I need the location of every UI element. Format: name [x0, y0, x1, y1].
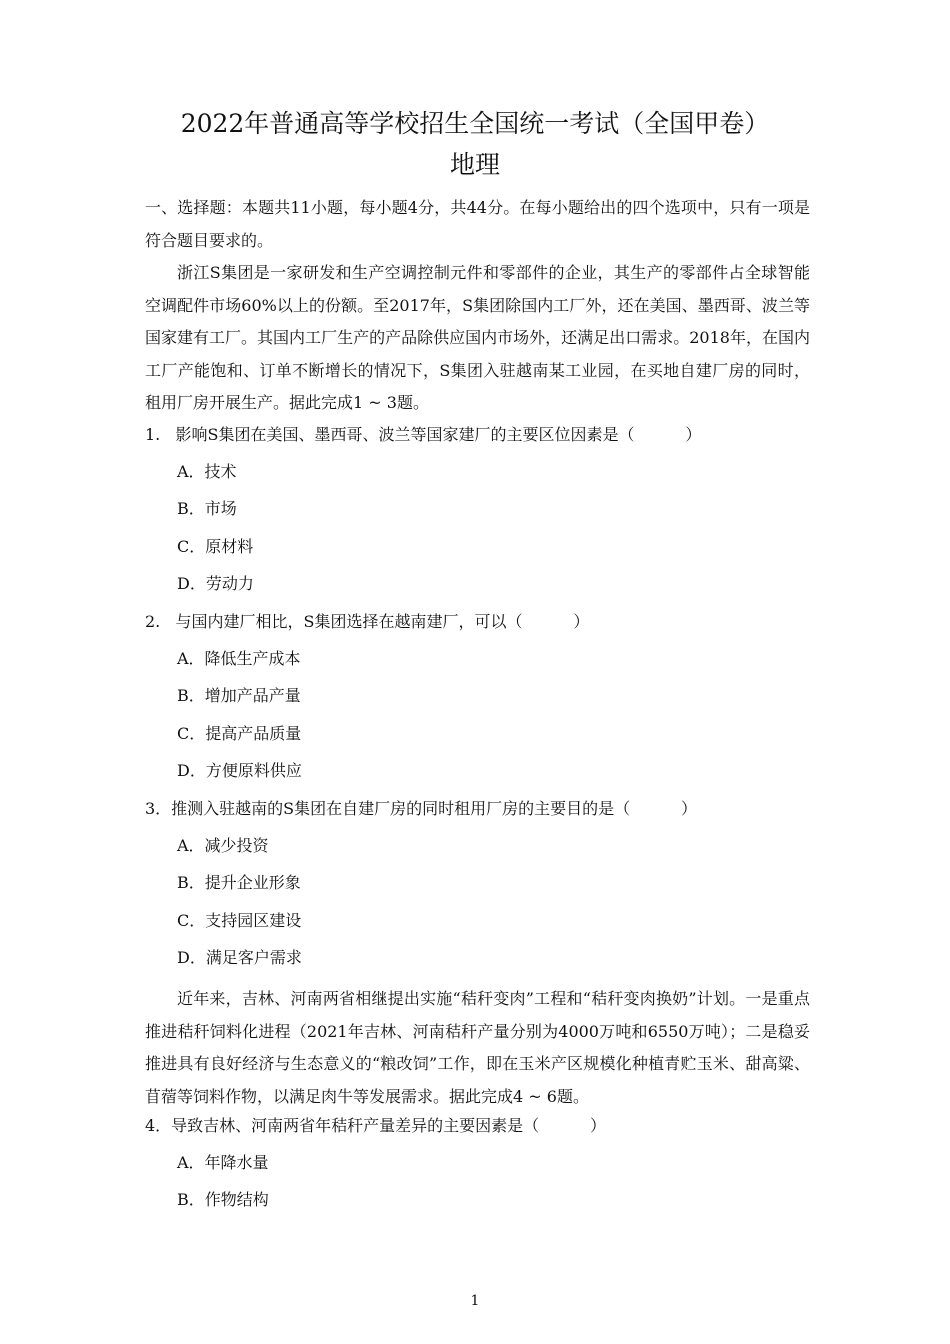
- question-2-stem: 2. 与国内建厂相比，S集团选择在越南建厂，可以（ ）: [145, 612, 590, 631]
- question-2-option-c: C．提高产品质量: [177, 724, 302, 743]
- question-3-option-d: D．满足客户需求: [177, 948, 302, 967]
- question-3-option-b: B．提升企业形象: [177, 873, 301, 892]
- question-2-option-a: A．降低生产成本: [177, 649, 301, 668]
- passage-2: 近年来，吉林、河南两省相继提出实施“秸秆变肉”工程和“秸秆变肉换奶”计划。一是重点推进秸秆饲料化进程（2021年吉林、河南秸秆产量分别为4000万吨和6550万吨）；二是稳妥推进具有良好经济与生态意义的“粮改饲”工作，即在玉米产区规模化种植青贮玉米、甜高粱、苜蓿等饲料作物，以满足肉牛等发展需求。据此完成4 ~ 6题。: [145, 989, 810, 1106]
- exam-title: 2022年普通高等学校招生全国统一考试（全国甲卷）: [180, 109, 770, 138]
- question-1-option-b: B．市场: [177, 499, 237, 518]
- question-4-option-a: A．年降水量: [177, 1153, 269, 1172]
- question-1-option-c: C．原材料: [177, 537, 254, 556]
- passage-1: 浙江S集团是一家研发和生产空调控制元件和零部件的企业，其生产的零部件占全球智能空调配件市场60%以上的份额。至2017年，S集团除国内工厂外，还在美国、墨西哥、波兰等国家建有工厂。其国内工厂生产的产品除供应国内市场外，还满足出口需求。2018年，在国内工厂产能饱和、订单不断增长的情况下，S集团入驻越南某工业园，在买地自建厂房的同时，租用厂房开展生产。据此完成1 ~ 3题。: [145, 263, 810, 413]
- question-1-option-d: D．劳动力: [177, 574, 254, 593]
- question-3-option-a: A．减少投资: [177, 836, 269, 855]
- subject-title: 地理: [449, 150, 500, 179]
- question-1-option-a: A．技术: [177, 462, 237, 481]
- section-instructions: 一、选择题：本题共11小题，每小题4分，共44分。在每小题给出的四个选项中，只有一项是符合题目要求的。: [145, 198, 810, 250]
- question-3-stem: 3．推测入驻越南的S集团在自建厂房的同时租用厂房的主要目的是（ ）: [145, 799, 698, 818]
- question-1-stem: 1. 影响S集团在美国、墨西哥、波兰等国家建厂的主要区位因素是（ ）: [145, 425, 702, 444]
- question-3-option-c: C．支持园区建设: [177, 911, 302, 930]
- question-2-option-b: B．增加产品产量: [177, 686, 301, 705]
- question-4-stem: 4．导致吉林、河南两省年秸秆产量差异的主要因素是（ ）: [145, 1116, 607, 1135]
- question-2-option-d: D．方便原料供应: [177, 761, 302, 780]
- question-4-option-b: B．作物结构: [177, 1190, 269, 1209]
- page-number: 1: [470, 1293, 480, 1309]
